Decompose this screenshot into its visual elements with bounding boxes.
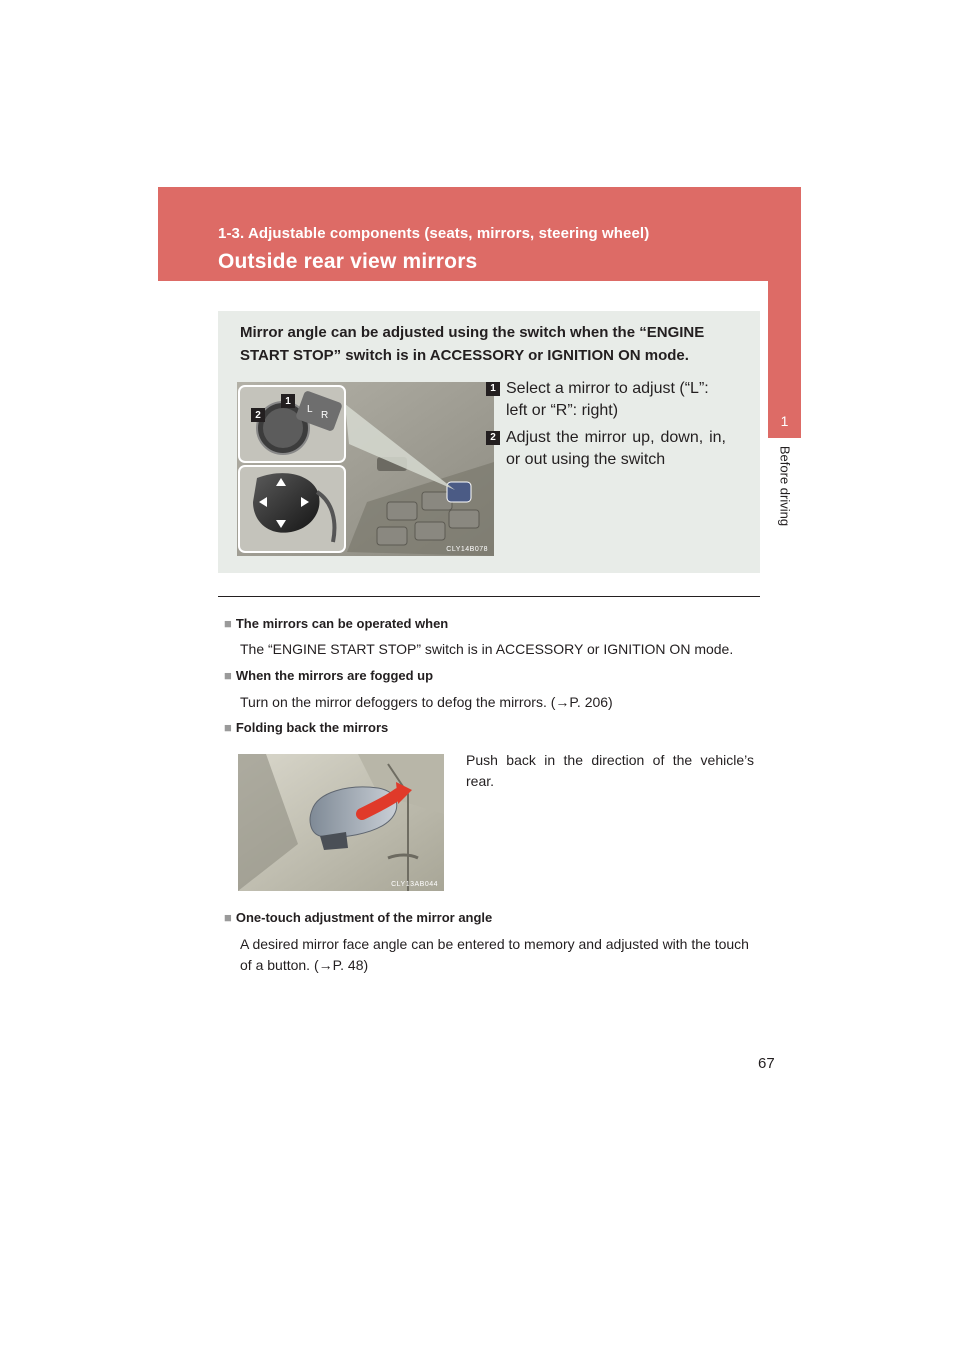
- switch-r-label: R: [321, 410, 329, 421]
- bullet-icon: ■: [224, 910, 232, 925]
- switch-l-label: L: [307, 404, 313, 415]
- note-heading-folding: ■ Folding back the mirrors: [224, 720, 389, 735]
- note-heading-operation: ■ The mirrors can be operated when: [224, 616, 449, 631]
- step-1: [490, 378, 726, 422]
- fold-mirror-illustration: [238, 754, 444, 891]
- panel-intro: Mirror angle can be adjusted using the switch when the “ENGINE START STOP” switch is in ACCESSORY or IGNITION ON mode.: [240, 324, 705, 364]
- note-body-operation: The “ENGINE START STOP” switch is in ACCESSORY or IGNITION ON mode.: [240, 641, 734, 657]
- step-1-number: 1: [486, 382, 500, 396]
- chapter-number: 1: [780, 413, 789, 429]
- step-1-text: Select a mirror to adjust (“L”: left or “R”: right): [506, 380, 709, 419]
- note-heading-fogged: ■ When the mirrors are fogged up: [224, 668, 434, 683]
- page-title: Outside rear view mirrors: [218, 250, 478, 273]
- chapter-label: Before driving: [777, 445, 793, 527]
- door-switch-illustration: [237, 382, 494, 556]
- callout-2: 2: [251, 408, 265, 422]
- step-2: [490, 427, 726, 471]
- step-2-number: 2: [486, 431, 500, 445]
- bullet-icon: ■: [224, 616, 232, 631]
- divider: [218, 596, 760, 597]
- note-heading-one-touch: ■ One-touch adjustment of the mirror angle: [224, 910, 493, 925]
- note-body-fogged: Turn on the mirror defoggers to defog the mirrors. (→P. 206): [240, 694, 613, 710]
- fold-figure-code: CLY13AB044: [391, 881, 438, 888]
- mirror-switch-figure: [237, 382, 494, 556]
- mirror-fold-figure: [238, 754, 444, 891]
- note-body-folding: Push back in the direction of the vehicle’s rear.: [466, 752, 754, 789]
- section-title: 1-3. Adjustable components (seats, mirrors, steering wheel): [218, 225, 650, 242]
- callout-1: 1: [281, 394, 295, 408]
- chapter-tab[interactable]: [768, 187, 801, 438]
- bullet-icon: ■: [224, 720, 232, 735]
- note-body-one-touch: A desired mirror face angle can be entered to memory and adjusted with the touch of a button. (→P. 48): [240, 936, 749, 973]
- figure-code: CLY14B078: [446, 546, 488, 553]
- step-2-text: Adjust the mirror up, down, in, or out using the switch: [506, 429, 726, 468]
- bullet-icon: ■: [224, 668, 232, 683]
- page-number: 67: [758, 1055, 775, 1072]
